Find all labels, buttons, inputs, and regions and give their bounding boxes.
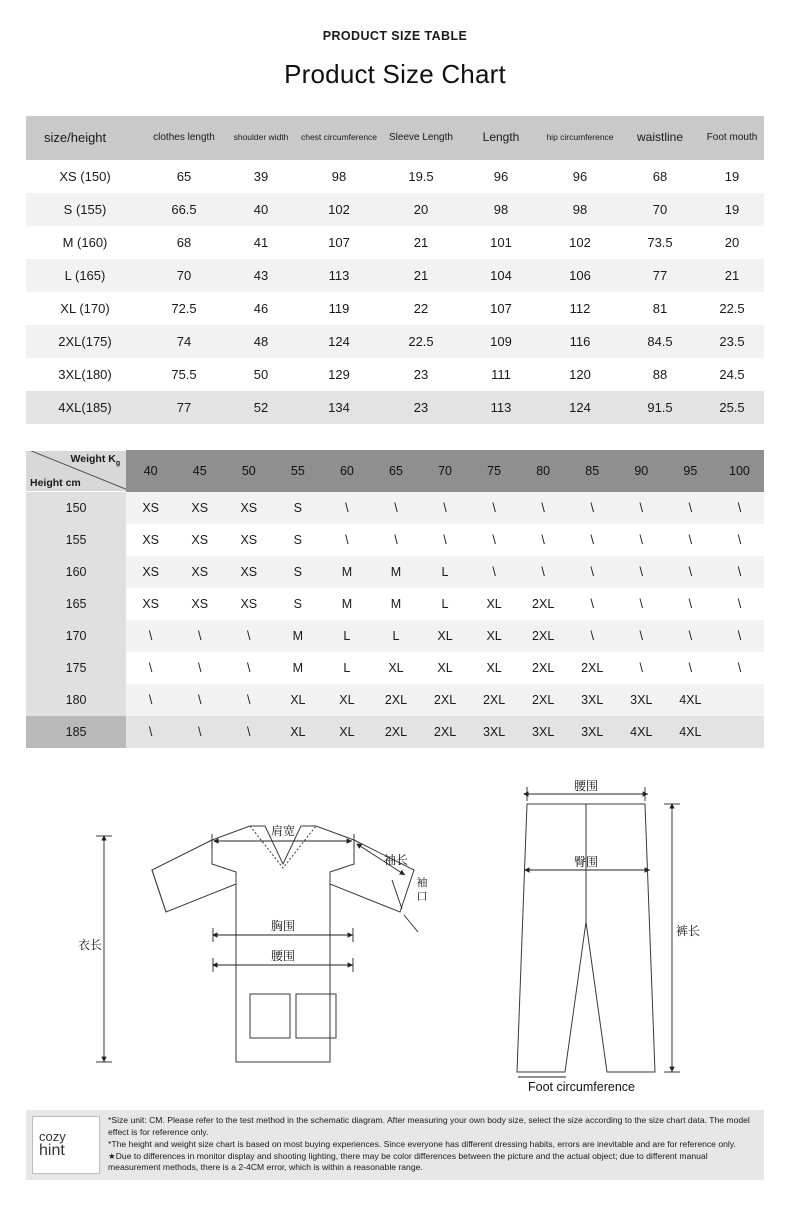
matrix-cell: \ <box>371 524 420 556</box>
matrix-weight-100: 100 <box>715 450 764 492</box>
matrix-cell: XS <box>224 492 273 524</box>
size-header-shoulder-width-text: shoulder width <box>233 132 289 143</box>
table-row <box>26 160 764 193</box>
matrix-cell: XS <box>224 556 273 588</box>
matrix-cell: \ <box>126 716 175 748</box>
matrix-weight-70: 70 <box>421 450 470 492</box>
matrix-cell: 2XL <box>519 620 568 652</box>
cell-size: 4XL(185) <box>26 391 144 424</box>
matrix-cell: \ <box>519 556 568 588</box>
cell-shoulder-width: 48 <box>224 325 298 358</box>
matrix-cell: \ <box>617 620 666 652</box>
matrix-row <box>26 652 764 684</box>
cell-foot-mouth: 21 <box>700 259 764 292</box>
matrix-row <box>26 620 764 652</box>
matrix-cell: \ <box>715 588 764 620</box>
matrix-cell: 2XL <box>470 684 519 716</box>
matrix-weight-55: 55 <box>273 450 322 492</box>
matrix-cell: \ <box>617 556 666 588</box>
size-header-chest-circumference-text: chest circumference <box>300 132 378 143</box>
top-garment-outline <box>152 826 414 1062</box>
footnote-line-2: *The height and weight size chart is based on most buying experiences. Since everyone has different dressing habits, errors are inevitable and are for reference only. ★Due to differences in monitor display and shooting lighting, there may be color differences between the picture and the actual object; due to different manual measurement methods, there is a 2-4CM error, which is within a reasonable range. <box>108 1139 736 1173</box>
cell-waistline: 77 <box>620 259 700 292</box>
size-header-length: Length <box>462 116 540 160</box>
size-table <box>26 116 764 424</box>
matrix-cell: L <box>322 652 371 684</box>
matrix-cell: L <box>421 556 470 588</box>
label-clothes-length-1: 衣长 <box>77 938 103 952</box>
matrix-height-label: 160 <box>26 556 126 588</box>
matrix-cell: \ <box>715 556 764 588</box>
matrix-height-label: 165 <box>26 588 126 620</box>
matrix-cell: 3XL <box>568 684 617 716</box>
matrix-cell: \ <box>126 684 175 716</box>
matrix-weight-90: 90 <box>617 450 666 492</box>
page-kicker: PRODUCT SIZE TABLE <box>322 29 468 43</box>
matrix-cell: \ <box>666 588 715 620</box>
matrix-row <box>26 556 764 588</box>
matrix-cell: \ <box>421 524 470 556</box>
matrix-cell: XL <box>322 716 371 748</box>
table-row <box>26 325 764 358</box>
matrix-cell: S <box>273 524 322 556</box>
matrix-cell: M <box>273 620 322 652</box>
cell-foot-mouth: 25.5 <box>700 391 764 424</box>
matrix-row <box>26 524 764 556</box>
cell-waistline: 73.5 <box>620 226 700 259</box>
matrix-cell: XL <box>371 652 420 684</box>
matrix-cell: \ <box>322 492 371 524</box>
matrix-cell: XS <box>126 492 175 524</box>
cell-foot-mouth: 19 <box>700 193 764 226</box>
label-cuff-1: 袖 <box>416 877 428 889</box>
matrix-cell: L <box>371 620 420 652</box>
cell-size: M (160) <box>26 226 144 259</box>
matrix-cell: \ <box>617 652 666 684</box>
matrix-cell: M <box>322 556 371 588</box>
size-header-sleeve-length-text: Sleeve Length <box>389 132 453 144</box>
cell-chest: 124 <box>298 325 380 358</box>
matrix-weight-50: 50 <box>224 450 273 492</box>
matrix-weight-65: 65 <box>371 450 420 492</box>
label-shoulder-width: 肩宽 <box>270 824 296 838</box>
matrix-cell: \ <box>715 620 764 652</box>
matrix-cell: \ <box>568 556 617 588</box>
matrix-cell: \ <box>666 556 715 588</box>
label-pants-length: 裤长 <box>675 924 701 938</box>
cell-clothes-length: 75.5 <box>144 358 224 391</box>
label-chest: 胸围 <box>270 919 296 933</box>
matrix-cell: \ <box>568 524 617 556</box>
size-header-hip-circumference-text: hip circumference <box>546 132 614 143</box>
height-weight-matrix <box>26 450 764 748</box>
cell-hip: 106 <box>540 259 620 292</box>
size-table-header-row <box>26 116 764 160</box>
cell-length: 111 <box>462 358 540 391</box>
matrix-weight-80: 80 <box>519 450 568 492</box>
cell-sleeve-length: 22 <box>380 292 462 325</box>
matrix-cell: \ <box>715 652 764 684</box>
corner-weight-label: Weight K <box>70 453 116 465</box>
matrix-cell: \ <box>617 588 666 620</box>
matrix-cell: \ <box>224 684 273 716</box>
size-header-sleeve-length <box>380 116 462 160</box>
matrix-cell: 4XL <box>617 716 666 748</box>
matrix-cell <box>715 684 764 716</box>
matrix-cell: \ <box>568 492 617 524</box>
label-waist: 腰围 <box>270 949 296 963</box>
matrix-cell <box>715 716 764 748</box>
dim-pants-length <box>664 804 680 1072</box>
cell-size: S (155) <box>26 193 144 226</box>
cell-sleeve-length: 21 <box>380 259 462 292</box>
matrix-weight-85: 85 <box>568 450 617 492</box>
matrix-cell: M <box>322 588 371 620</box>
matrix-row <box>26 716 764 748</box>
matrix-cell: 2XL <box>421 684 470 716</box>
matrix-cell: \ <box>224 652 273 684</box>
matrix-weight-40: 40 <box>126 450 175 492</box>
cell-clothes-length: 66.5 <box>144 193 224 226</box>
cell-length: 109 <box>462 325 540 358</box>
matrix-cell: XS <box>175 492 224 524</box>
matrix-cell: \ <box>666 652 715 684</box>
cell-waistline: 81 <box>620 292 700 325</box>
matrix-cell: \ <box>371 492 420 524</box>
cell-length: 98 <box>462 193 540 226</box>
matrix-cell: 2XL <box>371 684 420 716</box>
matrix-cell: S <box>273 588 322 620</box>
cell-length: 113 <box>462 391 540 424</box>
size-header-shoulder-width <box>224 116 298 160</box>
matrix-cell: \ <box>175 620 224 652</box>
footnote-bar <box>26 1110 764 1180</box>
size-header-hip-circumference <box>540 116 620 160</box>
matrix-cell: \ <box>126 620 175 652</box>
matrix-cell: \ <box>519 524 568 556</box>
matrix-cell: \ <box>568 588 617 620</box>
cell-clothes-length: 74 <box>144 325 224 358</box>
cell-sleeve-length: 19.5 <box>380 160 462 193</box>
matrix-cell: L <box>421 588 470 620</box>
cell-sleeve-length: 23 <box>380 358 462 391</box>
matrix-cell: \ <box>666 620 715 652</box>
cozy-hint-line1: cozy <box>39 1128 66 1144</box>
cell-length: 104 <box>462 259 540 292</box>
cell-shoulder-width: 43 <box>224 259 298 292</box>
matrix-cell: 2XL <box>568 652 617 684</box>
cell-shoulder-width: 41 <box>224 226 298 259</box>
measurement-diagram <box>0 772 790 1102</box>
table-row <box>26 259 764 292</box>
matrix-cell: \ <box>126 652 175 684</box>
cell-foot-mouth: 20 <box>700 226 764 259</box>
table-row <box>26 226 764 259</box>
cell-length: 107 <box>462 292 540 325</box>
cell-sleeve-length: 22.5 <box>380 325 462 358</box>
matrix-cell: XS <box>126 588 175 620</box>
matrix-cell: \ <box>421 492 470 524</box>
cozy-hint-line2: hint <box>39 1142 65 1160</box>
matrix-cell: 2XL <box>519 588 568 620</box>
size-header-clothes-length <box>144 116 224 160</box>
cell-size: 3XL(180) <box>26 358 144 391</box>
matrix-row <box>26 684 764 716</box>
matrix-cell: \ <box>715 492 764 524</box>
cell-chest: 102 <box>298 193 380 226</box>
footnote-text <box>100 1115 764 1175</box>
label-foot-circumference: Foot circumference <box>528 1080 635 1094</box>
cell-clothes-length: 72.5 <box>144 292 224 325</box>
cell-chest: 107 <box>298 226 380 259</box>
cell-foot-mouth: 22.5 <box>700 292 764 325</box>
matrix-cell: 3XL <box>519 716 568 748</box>
cell-waistline: 70 <box>620 193 700 226</box>
matrix-cell: XS <box>175 556 224 588</box>
cell-size: XS (150) <box>26 160 144 193</box>
pants-outline <box>517 804 655 1072</box>
matrix-cell: 3XL <box>568 716 617 748</box>
matrix-cell: XS <box>175 588 224 620</box>
cell-clothes-length: 77 <box>144 391 224 424</box>
matrix-row <box>26 492 764 524</box>
cell-hip: 112 <box>540 292 620 325</box>
matrix-cell: \ <box>322 524 371 556</box>
cell-shoulder-width: 39 <box>224 160 298 193</box>
cell-hip: 96 <box>540 160 620 193</box>
cell-foot-mouth: 24.5 <box>700 358 764 391</box>
matrix-cell: M <box>273 652 322 684</box>
cell-size: L (165) <box>26 259 144 292</box>
matrix-cell: XL <box>421 620 470 652</box>
matrix-cell: XL <box>470 620 519 652</box>
matrix-height-label: 185 <box>26 716 126 748</box>
cell-size: 2XL(175) <box>26 325 144 358</box>
cell-chest: 119 <box>298 292 380 325</box>
cell-waistline: 91.5 <box>620 391 700 424</box>
cozy-hint-badge <box>32 1116 100 1174</box>
cell-sleeve-length: 21 <box>380 226 462 259</box>
matrix-cell: XL <box>421 652 470 684</box>
cell-length: 101 <box>462 226 540 259</box>
size-header-foot-mouth <box>700 116 764 160</box>
matrix-cell: 4XL <box>666 716 715 748</box>
cell-size: XL (170) <box>26 292 144 325</box>
cell-length: 96 <box>462 160 540 193</box>
corner-weight-sub: g <box>115 460 121 468</box>
size-table-wrap <box>26 116 764 424</box>
matrix-cell: \ <box>224 620 273 652</box>
matrix-row <box>26 588 764 620</box>
matrix-cell: \ <box>175 716 224 748</box>
table-row <box>26 391 764 424</box>
cell-foot-mouth: 19 <box>700 160 764 193</box>
footnote-line-1: *Size unit: CM. Please refer to the test method in the schematic diagram. After measuring your own body size, select the size according to the size chart data. The model effect is for reference only. <box>108 1115 750 1137</box>
matrix-cell: \ <box>617 524 666 556</box>
cell-hip: 102 <box>540 226 620 259</box>
matrix-cell: S <box>273 492 322 524</box>
cell-clothes-length: 65 <box>144 160 224 193</box>
cell-hip: 116 <box>540 325 620 358</box>
matrix-weight-60: 60 <box>322 450 371 492</box>
matrix-cell: \ <box>519 492 568 524</box>
cell-clothes-length: 70 <box>144 259 224 292</box>
dim-cuff <box>392 880 418 932</box>
cell-foot-mouth: 23.5 <box>700 325 764 358</box>
matrix-cell: \ <box>617 492 666 524</box>
cell-sleeve-length: 20 <box>380 193 462 226</box>
matrix-cell: XL <box>273 716 322 748</box>
matrix-cell: XL <box>322 684 371 716</box>
matrix-corner-cell <box>26 450 126 492</box>
matrix-height-label: 155 <box>26 524 126 556</box>
cell-shoulder-width: 52 <box>224 391 298 424</box>
cell-clothes-length: 68 <box>144 226 224 259</box>
matrix-cell: S <box>273 556 322 588</box>
matrix-weight-45: 45 <box>175 450 224 492</box>
matrix-cell: XL <box>273 684 322 716</box>
cell-waistline: 88 <box>620 358 700 391</box>
cell-hip: 98 <box>540 193 620 226</box>
cell-sleeve-length: 23 <box>380 391 462 424</box>
matrix-height-label: 175 <box>26 652 126 684</box>
cell-shoulder-width: 46 <box>224 292 298 325</box>
matrix-height-label: 180 <box>26 684 126 716</box>
matrix-cell: \ <box>666 492 715 524</box>
table-row <box>26 358 764 391</box>
matrix-cell: 2XL <box>519 684 568 716</box>
matrix-cell: 4XL <box>666 684 715 716</box>
matrix-cell: XS <box>126 524 175 556</box>
matrix-cell: \ <box>715 524 764 556</box>
cell-hip: 124 <box>540 391 620 424</box>
matrix-cell: M <box>371 556 420 588</box>
cell-chest: 134 <box>298 391 380 424</box>
matrix-cell: \ <box>470 492 519 524</box>
matrix-cell: \ <box>224 716 273 748</box>
size-header-foot-mouth-text: Foot mouth <box>706 132 758 144</box>
matrix-height-label: 150 <box>26 492 126 524</box>
size-header-size-height: size/height <box>26 116 144 160</box>
matrix-cell: XL <box>470 588 519 620</box>
matrix-height-label: 170 <box>26 620 126 652</box>
matrix-cell: XL <box>470 652 519 684</box>
matrix-cell: 2XL <box>421 716 470 748</box>
matrix-cell: 2XL <box>519 652 568 684</box>
cell-shoulder-width: 50 <box>224 358 298 391</box>
label-hip: 臀围 <box>573 855 599 869</box>
matrix-cell: \ <box>175 652 224 684</box>
label-pants-waistline: 腰围 <box>573 779 599 793</box>
cell-chest: 98 <box>298 160 380 193</box>
matrix-cell: \ <box>568 620 617 652</box>
table-row <box>26 193 764 226</box>
cell-hip: 120 <box>540 358 620 391</box>
matrix-cell: 3XL <box>470 716 519 748</box>
matrix-cell: \ <box>666 524 715 556</box>
matrix-cell: 2XL <box>371 716 420 748</box>
height-weight-matrix-wrap <box>26 450 764 748</box>
matrix-cell: \ <box>175 684 224 716</box>
matrix-cell: \ <box>470 524 519 556</box>
size-header-chest-circumference <box>298 116 380 160</box>
matrix-cell: XS <box>175 524 224 556</box>
cell-chest: 113 <box>298 259 380 292</box>
corner-height-label: Height cm <box>30 477 81 489</box>
matrix-weight-75: 75 <box>470 450 519 492</box>
matrix-cell: \ <box>470 556 519 588</box>
table-row <box>26 292 764 325</box>
matrix-cell: XS <box>126 556 175 588</box>
matrix-cell: XS <box>224 524 273 556</box>
cell-waistline: 68 <box>620 160 700 193</box>
cell-waistline: 84.5 <box>620 325 700 358</box>
matrix-cell: L <box>322 620 371 652</box>
matrix-cell: XS <box>224 588 273 620</box>
label-sleeve-length: 袖长 <box>383 853 409 867</box>
label-cuff-2: 口 <box>416 891 428 903</box>
matrix-cell: M <box>371 588 420 620</box>
matrix-cell: 3XL <box>617 684 666 716</box>
matrix-header-row <box>26 450 764 492</box>
size-header-waistline: waistline <box>620 116 700 160</box>
size-header-clothes-length-text: clothes length <box>153 132 215 144</box>
cell-chest: 129 <box>298 358 380 391</box>
cell-shoulder-width: 40 <box>224 193 298 226</box>
matrix-weight-95: 95 <box>666 450 715 492</box>
page-title: Product Size Chart <box>284 59 506 89</box>
